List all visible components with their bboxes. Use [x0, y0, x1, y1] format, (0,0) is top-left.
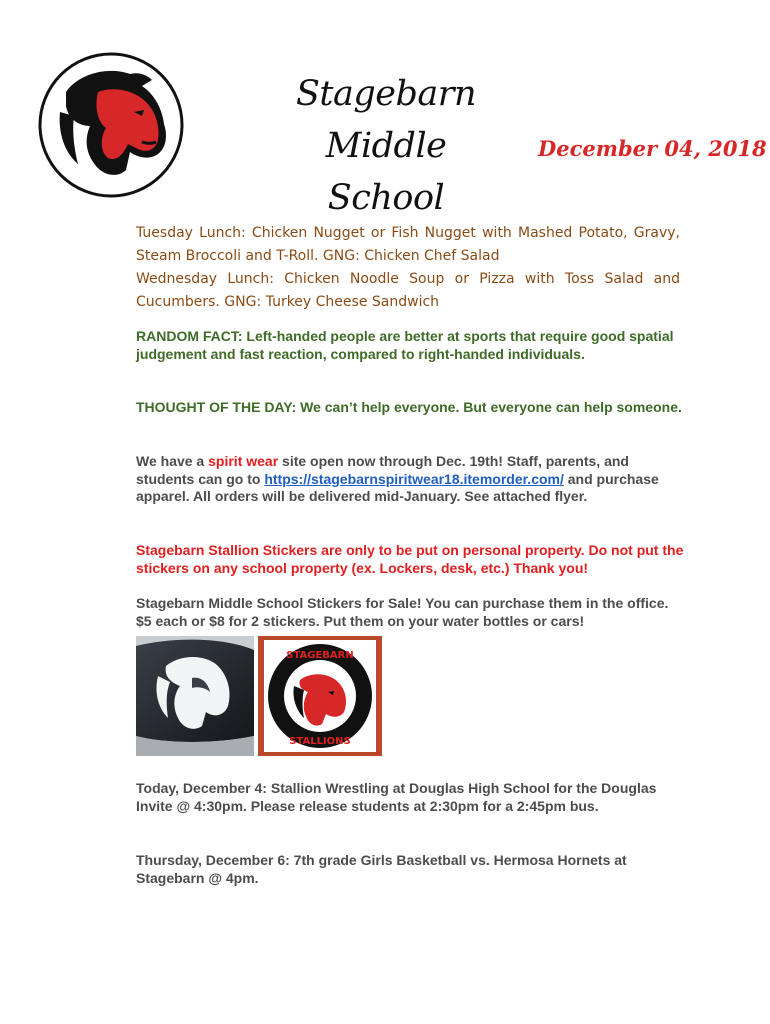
lunch-menu	[136, 222, 680, 314]
sticker-ring-bottom-text: STALLIONS	[289, 736, 351, 747]
spirit-wear-notice	[136, 453, 684, 506]
spirit-wear-link[interactable]: https://stagebarnspiritwear18.itemorder.com/	[264, 470, 564, 487]
sticker-photos	[136, 636, 382, 758]
spirit-wear-highlight: spirit wear	[208, 453, 279, 469]
school-title-line-2: School	[327, 178, 445, 218]
school-title	[236, 68, 536, 224]
random-fact: RANDOM FACT: Left-handed people are better at sports that require good spatial judgement and fast reaction, compared to right-handed individuals.	[136, 328, 674, 362]
spirit-text-after: and purchase apparel. All orders will be delivered mid-January. See attached flyer.	[136, 470, 659, 505]
event-basketball: Thursday, December 6: 7th grade Girls Basketball vs. Hermosa Hornets at Stagebarn @ 4pm.	[136, 852, 627, 886]
spirit-text-before: We have a	[136, 453, 209, 469]
sticker-ring-top-text: STAGEBARN	[286, 650, 354, 661]
car-decal-photo	[136, 636, 254, 756]
newsletter-date: December 04, 2018	[538, 136, 767, 161]
tuesday-lunch: Tuesday Lunch: Chicken Nugget or Fish Nugget with Mashed Potato, Gravy, Steam Broccoli and T-Roll. GNG: Chicken Chef Salad	[136, 225, 680, 264]
school-title-line-1: Stagebarn Middle	[295, 74, 477, 166]
event-wrestling: Today, December 4: Stallion Wrestling at Douglas High School for the Douglas Invite @ 4:30pm. Please release students at 2:30pm for a 2:45pm bus.	[136, 780, 657, 814]
stickers-warning: Stagebarn Stallion Stickers are only to be put on personal property. Do not put the stickers on any school property (ex. Lockers, desk, etc.) Thank you!	[136, 542, 684, 576]
stallion-logo	[38, 52, 184, 198]
stickers-for-sale: Stagebarn Middle School Stickers for Sale! You can purchase them in the office. $5 each or $8 for 2 stickers. Put them on your water bottles or cars!	[136, 595, 669, 629]
thought-of-the-day: THOUGHT OF THE DAY: We can’t help everyone. But everyone can help someone.	[136, 399, 682, 415]
wednesday-lunch: Wednesday Lunch: Chicken Noodle Soup or Pizza with Toss Salad and Cucumbers. GNG: Turkey Cheese Sandwich	[136, 271, 680, 310]
trailing-dot: .	[376, 742, 380, 757]
round-sticker-photo	[258, 636, 382, 756]
spirit-text-middle: site open now through Dec. 19th! Staff, parents, and students can go to	[136, 453, 629, 487]
